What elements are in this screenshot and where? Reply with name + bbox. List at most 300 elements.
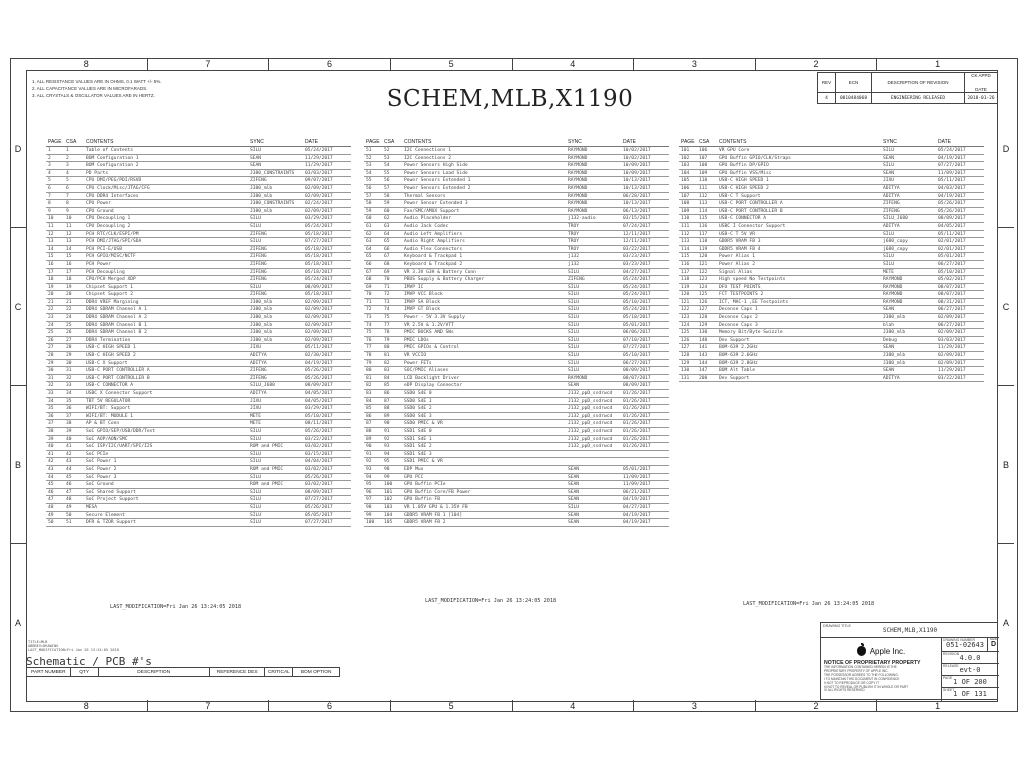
toc-cell-csa: 77 xyxy=(384,322,390,328)
toc-cell-contents: USB-C PORT CONTROLLER A xyxy=(86,368,150,374)
toc-cell-csa: 101 xyxy=(384,489,393,495)
toc-cell-csa: 69 xyxy=(384,269,390,275)
toc-cell-contents: GPU Buffin DP/GPIO xyxy=(719,163,769,169)
toc-cell-page: 10 xyxy=(48,216,54,222)
toc-cell-date: 03/23/2017 xyxy=(623,254,651,260)
toc-cell-page: 72 xyxy=(366,307,372,313)
toc-cell-csa: 29 xyxy=(66,353,72,359)
toc-cell-date: 02/09/2017 xyxy=(305,315,333,321)
toc-cell-page: 73 xyxy=(366,315,372,321)
toc-cell-csa: 26 xyxy=(66,330,72,336)
toc-cell-date: 03/02/2017 xyxy=(305,482,333,488)
toc-cell-date: 10/02/2017 xyxy=(623,155,651,161)
schematic-pcb-label: Schematic / PCB #'s xyxy=(26,655,152,668)
toc-cell-date: 10/13/2017 xyxy=(623,178,651,184)
toc-cell-csa: 104 xyxy=(384,512,393,518)
toc-cell-contents: TBT 5V REGULATOR xyxy=(86,398,131,404)
toc-cell-page: 33 xyxy=(48,391,54,396)
toc-cell-contents: Memory Bit/Byte Swizzle xyxy=(719,330,783,336)
toc-row xyxy=(364,170,669,178)
toc-cell-sync: SILU xyxy=(568,345,580,351)
toc-row xyxy=(364,238,669,246)
toc-cell-page: 32 xyxy=(48,383,54,389)
toc-cell-contents: BOM-639 2.8GHz xyxy=(719,360,758,366)
toc-cell-sync: ZIFENG xyxy=(883,201,900,207)
toc-cell-csa: 44 xyxy=(66,466,72,472)
toc-cell-contents: USB-C X Support xyxy=(86,360,128,366)
toc-cell-sync: RAYMOND xyxy=(568,201,588,207)
description-value: ENGINEERING RELEASED xyxy=(872,93,965,103)
toc-row xyxy=(364,519,669,527)
toc-cell-page: 121 xyxy=(681,299,690,305)
toc-cell-date: 01/26/2017 xyxy=(623,421,651,427)
toc-cell-date: 05/24/2017 xyxy=(305,223,333,229)
toc-cell-page: 67 xyxy=(366,269,372,275)
toc-row xyxy=(364,382,669,390)
toc-cell-csa: 31 xyxy=(66,368,72,374)
toc-cell-csa: 80 xyxy=(384,345,390,351)
toc-cell-contents: CPU DDR4 Interfaces xyxy=(86,193,139,199)
bom-header-part-number: PART NUMBER xyxy=(27,668,71,676)
toc-cell-page: 42 xyxy=(48,459,54,465)
toc-cell-page: 107 xyxy=(681,193,690,199)
zone-label: 5 xyxy=(391,58,513,70)
ecn-value: 0010484068 xyxy=(836,93,872,103)
toc-cell-sync: SILU xyxy=(568,269,580,275)
toc-cell-page: 28 xyxy=(48,353,54,359)
toc-cell-csa: 5 xyxy=(66,178,69,184)
toc-cell-page: 65 xyxy=(366,254,372,260)
toc-cell-date: 10/13/2017 xyxy=(623,201,651,207)
toc-cell-page: 29 xyxy=(48,360,54,366)
toc-cell-page: 19 xyxy=(48,284,54,290)
drawing-title-label: DRAWING TITLE xyxy=(823,624,851,628)
drawing-stamp xyxy=(28,640,119,653)
toc-cell-page: 82 xyxy=(366,383,372,389)
toc-header-date: DATE xyxy=(938,139,951,145)
toc-cell-page: 8 xyxy=(48,201,51,207)
toc-cell-sync: ZIFENG xyxy=(250,261,267,267)
toc-cell-contents: Thermal Sensors xyxy=(404,193,446,199)
toc-cell-page: 58 xyxy=(366,201,372,207)
toc-cell-page: 131 xyxy=(681,375,690,381)
toc-row xyxy=(46,253,351,261)
toc-cell-contents: SoC Power 1 xyxy=(86,459,117,465)
toc-cell-csa: 88 xyxy=(384,406,390,412)
size-label: SIZE xyxy=(989,637,998,641)
toc-row xyxy=(364,291,669,299)
toc-row xyxy=(679,231,984,239)
toc-cell-date: 05/01/2017 xyxy=(623,322,651,328)
toc-cell-sync: SILU xyxy=(568,307,580,313)
stamp-line: ABBREV=DRAWING xyxy=(28,644,59,649)
toc-cell-page: 126 xyxy=(681,337,690,343)
toc-cell-page: 110 xyxy=(681,216,690,222)
toc-cell-date: 03/02/2017 xyxy=(305,466,333,472)
toc-cell-date: 03/22/2017 xyxy=(305,436,333,442)
toc-cell-csa: 20 xyxy=(66,292,72,298)
toc-cell-date: 06/27/2017 xyxy=(938,322,966,328)
toc-row xyxy=(679,238,984,246)
toc-cell-date: 11/29/2017 xyxy=(305,155,333,161)
toc-cell-csa: 57 xyxy=(384,185,390,191)
toc-row xyxy=(364,458,669,466)
toc-cell-page: 61 xyxy=(366,223,372,229)
toc-cell-contents: SoC Project Support xyxy=(86,497,139,503)
toc-cell-page: 49 xyxy=(48,512,54,518)
toc-cell-page: 25 xyxy=(48,330,54,336)
toc-row xyxy=(46,352,351,360)
description-header: DESCRIPTION OF REVISION xyxy=(872,73,965,92)
toc-cell-page: 118 xyxy=(681,277,690,283)
notice-line: I TO MAINTAIN THIS DOCUMENT IN CONFIDENCE xyxy=(824,676,900,681)
toc-cell-csa: 85 xyxy=(384,383,390,389)
toc-header-contents: CONTENTS xyxy=(404,139,432,145)
toc-cell-sync: SILU xyxy=(250,520,262,526)
general-notes xyxy=(32,78,162,99)
date-value: 2018-01-26 xyxy=(967,95,995,101)
toc-cell-contents: SSD0 PMIC & VR xyxy=(404,421,443,427)
toc-cell-contents: GDDR5 VRAM FB 2 xyxy=(404,520,446,526)
toc-cell-csa: 46 xyxy=(66,482,72,488)
toc-cell-page: 13 xyxy=(48,239,54,245)
toc-cell-csa: 108 xyxy=(699,163,708,169)
toc-cell-page: 11 xyxy=(48,223,54,229)
toc-cell-page: 3 xyxy=(48,163,51,169)
toc-cell-contents: LCD Backlight Driver xyxy=(404,375,460,381)
toc-cell-date: 10/09/2017 xyxy=(623,163,651,169)
toc-cell-date: 03/29/2017 xyxy=(305,216,333,222)
toc-cell-date: 03/15/2017 xyxy=(623,216,651,222)
toc-cell-contents: USB-C PORT CONTROLLER A xyxy=(719,201,783,207)
toc-cell-date: 05/11/2017 xyxy=(305,345,333,351)
toc-row xyxy=(46,360,351,368)
toc-cell-contents: PCH DMI/JTAG/SPI/SDA xyxy=(86,239,142,245)
toc-cell-page: 96 xyxy=(366,489,372,495)
toc-cell-page: 54 xyxy=(366,170,372,176)
toc-cell-sync: ADITYA xyxy=(250,391,267,396)
toc-cell-contents: VR VCCIO xyxy=(404,353,427,359)
toc-cell-contents: Secure Element xyxy=(86,512,125,518)
toc-cell-csa: 21 xyxy=(66,299,72,305)
toc-cell-csa: 52 xyxy=(384,148,390,153)
toc-cell-page: 39 xyxy=(48,436,54,442)
zone-rows-left xyxy=(10,70,26,702)
toc-row xyxy=(364,390,669,398)
toc-cell-page: 112 xyxy=(681,231,690,237)
toc-cell-page: 106 xyxy=(681,185,690,191)
toc-row xyxy=(364,344,669,352)
toc-row xyxy=(364,420,669,428)
toc-cell-page: 45 xyxy=(48,482,54,488)
toc-cell-sync: ZIFENG xyxy=(250,246,267,252)
toc-row xyxy=(679,215,984,223)
toc-header-csa: CSA xyxy=(384,139,395,145)
toc-cell-contents: DDR4 SDRAM Channel B 2 xyxy=(86,330,147,336)
toc-cell-sync: J380_mlb xyxy=(250,299,273,305)
toc-cell-csa: 129 xyxy=(699,322,708,328)
toc-cell-date: 08/07/2017 xyxy=(623,375,651,381)
toc-rows xyxy=(364,146,669,527)
toc-row xyxy=(46,322,351,330)
toc-cell-sync: JIXU xyxy=(883,178,895,184)
toc-cell-sync: SILU xyxy=(568,368,580,374)
toc-cell-contents: I2C Connections 2 xyxy=(404,155,452,161)
toc-cell-csa: 27 xyxy=(66,337,72,343)
toc-cell-date: 05/11/2017 xyxy=(938,178,966,184)
toc-cell-sync: ZIFENG xyxy=(250,368,267,374)
toc-cell-page: 66 xyxy=(366,261,372,267)
toc-cell-sync: RAYMOND xyxy=(568,193,588,199)
toc-cell-date xyxy=(623,451,669,458)
toc-cell-sync: SILU xyxy=(250,512,262,518)
toc-cell-sync: SEAN xyxy=(883,368,895,374)
toc-row xyxy=(46,215,351,223)
toc-header-contents: CONTENTS xyxy=(719,139,747,145)
toc-cell-page: 97 xyxy=(366,497,372,503)
toc-row xyxy=(364,322,669,330)
toc-row xyxy=(679,291,984,299)
toc-row xyxy=(46,306,351,314)
toc-cell-page: 84 xyxy=(366,398,372,404)
release-label: RELEASE xyxy=(943,664,959,668)
toc-cell-csa: 18 xyxy=(66,277,72,283)
toc-cell-date: 04/19/2017 xyxy=(305,360,333,366)
toc-cell-sync: j132 xyxy=(568,261,580,267)
toc-cell-date: 04/03/2017 xyxy=(938,185,966,191)
toc-row xyxy=(46,246,351,254)
toc-header-sync: SYNC xyxy=(883,139,897,145)
toc-cell-date: 11/29/2017 xyxy=(938,345,966,351)
toc-cell-contents: WIFI/BT: MODULE 1 xyxy=(86,413,134,419)
toc-cell-csa: 4 xyxy=(66,170,69,176)
toc-row xyxy=(46,284,351,292)
toc-cell-sync: SEAN xyxy=(568,497,580,503)
toc-cell-date: 07/27/2017 xyxy=(305,497,333,503)
toc-cell-contents: Power Sensors Extended 1 xyxy=(404,178,471,184)
toc-cell-csa: 48 xyxy=(66,497,72,503)
toc-cell-page: 24 xyxy=(48,322,54,328)
toc-cell-page: 44 xyxy=(48,474,54,480)
toc-row xyxy=(364,496,669,504)
toc-cell-date: 05/10/2017 xyxy=(623,299,651,305)
toc-cell-page: 46 xyxy=(48,489,54,495)
toc-cell-date: 11/29/2017 xyxy=(305,163,333,169)
toc-cell-date: 01/26/2017 xyxy=(623,413,651,419)
toc-cell-contents: GPU Buffin PCIe xyxy=(404,482,446,488)
toc-cell-contents: USBC X Connector Support xyxy=(86,391,153,396)
zone-label: D xyxy=(998,70,1014,228)
toc-cell-contents: PCH PCI-E/USB xyxy=(86,246,122,252)
toc-cell-date: 04/19/2017 xyxy=(623,497,651,503)
toc-cell-date: 01/26/2017 xyxy=(623,436,651,442)
toc-cell-contents: SoC PCIe xyxy=(86,451,109,457)
toc-row xyxy=(46,496,351,504)
toc-cell-page: 92 xyxy=(366,459,372,465)
toc-cell-date: 05/24/2017 xyxy=(938,148,966,153)
toc-cell-date: 03/02/2017 xyxy=(305,444,333,450)
toc-row xyxy=(679,276,984,284)
toc-cell-contents: USB-C CONNECTOR A xyxy=(86,383,134,389)
toc-cell-date: 05/24/2017 xyxy=(623,277,651,283)
toc-row xyxy=(679,360,984,368)
toc-cell-contents: CPU Clock/Misc/JTAG/CFG xyxy=(86,185,150,191)
toc-cell-csa: 84 xyxy=(384,375,390,381)
toc-cell-date: 03/29/2017 xyxy=(305,406,333,412)
toc-cell-date: 05/02/2017 xyxy=(938,277,966,283)
toc-cell-csa: 3 xyxy=(66,163,69,169)
toc-row xyxy=(46,200,351,208)
bom-table xyxy=(26,667,340,677)
toc-cell-contents: Chipset Support 1 xyxy=(86,284,134,290)
toc-cell-date: 07/27/2017 xyxy=(305,520,333,526)
bom-header-critical: CRITICAL xyxy=(265,668,293,676)
zone-label: B xyxy=(10,386,26,544)
drawing-number-label: DRAWING NUMBER xyxy=(943,638,975,642)
toc-row xyxy=(679,322,984,330)
toc-cell-sync: J380_mlb xyxy=(883,330,906,336)
toc-row xyxy=(679,193,984,201)
toc-cell-page: 99 xyxy=(366,512,372,518)
note-line: 1. ALL RESISTANCE VALUES ARE IN OHMS, 0.1 WATT +/- 5%. xyxy=(32,79,162,84)
toc-cell-date: 03/22/2017 xyxy=(938,375,966,381)
toc-cell-csa: 62 xyxy=(384,216,390,222)
toc-cell-date: 04/05/2017 xyxy=(305,391,333,396)
toc-cell-date: 05/26/2017 xyxy=(305,375,333,381)
toc-cell-contents: USB-C PORT CONTROLLER B xyxy=(719,208,783,214)
toc-column-3 xyxy=(679,138,984,382)
toc-cell-sync: J380_mlb xyxy=(250,185,273,191)
toc-cell-sync: j132-audio xyxy=(568,216,596,222)
toc-cell-date: 08/07/2017 xyxy=(938,292,966,298)
toc-row xyxy=(46,390,351,398)
last-modification-3: LAST_MODIFICATION=Fri Jan 26 13:24:05 2018 xyxy=(743,601,875,607)
toc-cell-sync: SEAN xyxy=(568,474,580,480)
toc-cell-date: 05/10/2017 xyxy=(623,353,651,359)
toc-cell-sync: SEAN xyxy=(568,520,580,526)
toc-cell-page: 109 xyxy=(681,208,690,214)
toc-cell-date: 12/11/2017 xyxy=(623,231,651,237)
toc-row xyxy=(364,375,669,383)
toc-cell-csa: 125 xyxy=(699,292,708,298)
toc-rows xyxy=(46,146,351,527)
toc-cell-sync xyxy=(568,451,623,458)
toc-row xyxy=(364,451,669,459)
toc-row xyxy=(46,451,351,459)
toc-row xyxy=(46,413,351,421)
toc-row xyxy=(46,466,351,474)
toc-cell-sync: RAYMOND xyxy=(568,185,588,191)
toc-cell-page: 60 xyxy=(366,216,372,222)
toc-cell-sync: J380_mlb xyxy=(250,307,273,313)
toc-cell-sync: SEAN xyxy=(568,482,580,488)
toc-cell-date: 05/01/2017 xyxy=(938,254,966,260)
toc-row xyxy=(46,382,351,390)
toc-cell-contents: USB-C T Support xyxy=(719,193,761,199)
toc-cell-contents: DDR4 SDRAM Channel B 1 xyxy=(86,322,147,328)
toc-header xyxy=(46,138,351,146)
toc-cell-contents: CPU Ground xyxy=(86,208,114,214)
toc-cell-sync: SILU xyxy=(250,436,262,442)
toc-row xyxy=(46,337,351,345)
toc-cell-page: 64 xyxy=(366,246,372,252)
toc-cell-csa: 86 xyxy=(384,391,390,396)
toc-cell-page: 53 xyxy=(366,163,372,169)
toc-row xyxy=(364,352,669,360)
toc-cell-contents: Keyboard & Trackpad 1 xyxy=(404,254,463,260)
toc-cell-date: 07/10/2017 xyxy=(623,337,651,343)
toc-cell-page: 101 xyxy=(681,148,690,153)
toc-cell-page: 130 xyxy=(681,368,690,374)
toc-cell-page: 52 xyxy=(366,155,372,161)
toc-cell-page: 75 xyxy=(366,330,372,336)
toc-cell-page: 125 xyxy=(681,330,690,336)
toc-cell-contents: DDR4 VREF Margining xyxy=(86,299,139,305)
toc-cell-sync: JIXU xyxy=(250,345,262,351)
toc-cell-contents: GPU Buffin GPIO/CLK/Straps xyxy=(719,155,791,161)
toc-row xyxy=(364,276,669,284)
toc-row xyxy=(46,185,351,193)
toc-cell-contents: Audio Jack Codec xyxy=(404,223,449,229)
toc-cell-csa: 200 xyxy=(699,375,708,381)
toc-cell-sync: SILU xyxy=(250,216,262,222)
toc-cell-csa: 42 xyxy=(66,451,72,457)
toc-cell-page: 7 xyxy=(48,193,51,199)
toc-row xyxy=(679,223,984,231)
toc-cell-csa: 71 xyxy=(384,284,390,290)
toc-cell-contents: Chipset Support 2 xyxy=(86,292,134,298)
toc-cell-contents: Fan/SMC/AMUX Support xyxy=(404,208,460,214)
toc-cell-page: 41 xyxy=(48,451,54,457)
toc-cell-contents: SSD1 S4E 2 xyxy=(404,444,432,450)
toc-cell-sync: TROY xyxy=(568,246,580,252)
toc-cell-contents: Audio Flex Connectors xyxy=(404,246,463,252)
toc-cell-sync: RAYMOND xyxy=(883,277,903,283)
toc-cell-contents: Power - 5V 3.3V Supply xyxy=(404,315,465,321)
toc-row xyxy=(364,314,669,322)
toc-row xyxy=(46,519,351,527)
toc-cell-contents: SoC Power 3 xyxy=(86,474,117,480)
toc-cell-date: 11/29/2017 xyxy=(938,368,966,374)
toc-cell-page: 115 xyxy=(681,254,690,260)
toc-cell-date: 06/13/2017 xyxy=(623,208,651,214)
toc-cell-date: 08/09/2017 xyxy=(938,216,966,222)
toc-cell-sync: SILU xyxy=(250,474,262,480)
toc-cell-sync: TROY xyxy=(568,239,580,245)
toc-cell-contents: VR 2.5V & 1.2V/VTT xyxy=(404,322,454,328)
toc-cell-date: 04/19/2017 xyxy=(623,520,651,526)
toc-cell-page: 81 xyxy=(366,375,372,381)
toc-row xyxy=(46,291,351,299)
toc-cell-contents: Decense Caps 2 xyxy=(719,315,758,321)
toc-cell-page: 22 xyxy=(48,307,54,313)
toc-cell-date: 02/24/2017 xyxy=(305,201,333,207)
stamp-line: LAST_MODIFICATION=Fri Jan 26 13:24:05 2018 xyxy=(28,648,119,653)
toc-row xyxy=(46,420,351,428)
toc-row xyxy=(46,193,351,201)
toc-cell-page: 43 xyxy=(48,466,54,472)
toc-cell-date: 05/10/2017 xyxy=(938,269,966,275)
toc-row xyxy=(679,155,984,163)
toc-cell-page: 114 xyxy=(681,246,690,252)
toc-cell-sync: J380_mlb xyxy=(250,337,273,343)
toc-header-sync: SYNC xyxy=(568,139,582,145)
zone-label: C xyxy=(10,228,26,386)
toc-cell-csa: 15 xyxy=(66,254,72,260)
toc-cell-csa: 22 xyxy=(66,307,72,313)
toc-cell-page: 55 xyxy=(366,178,372,184)
toc-row xyxy=(679,208,984,216)
